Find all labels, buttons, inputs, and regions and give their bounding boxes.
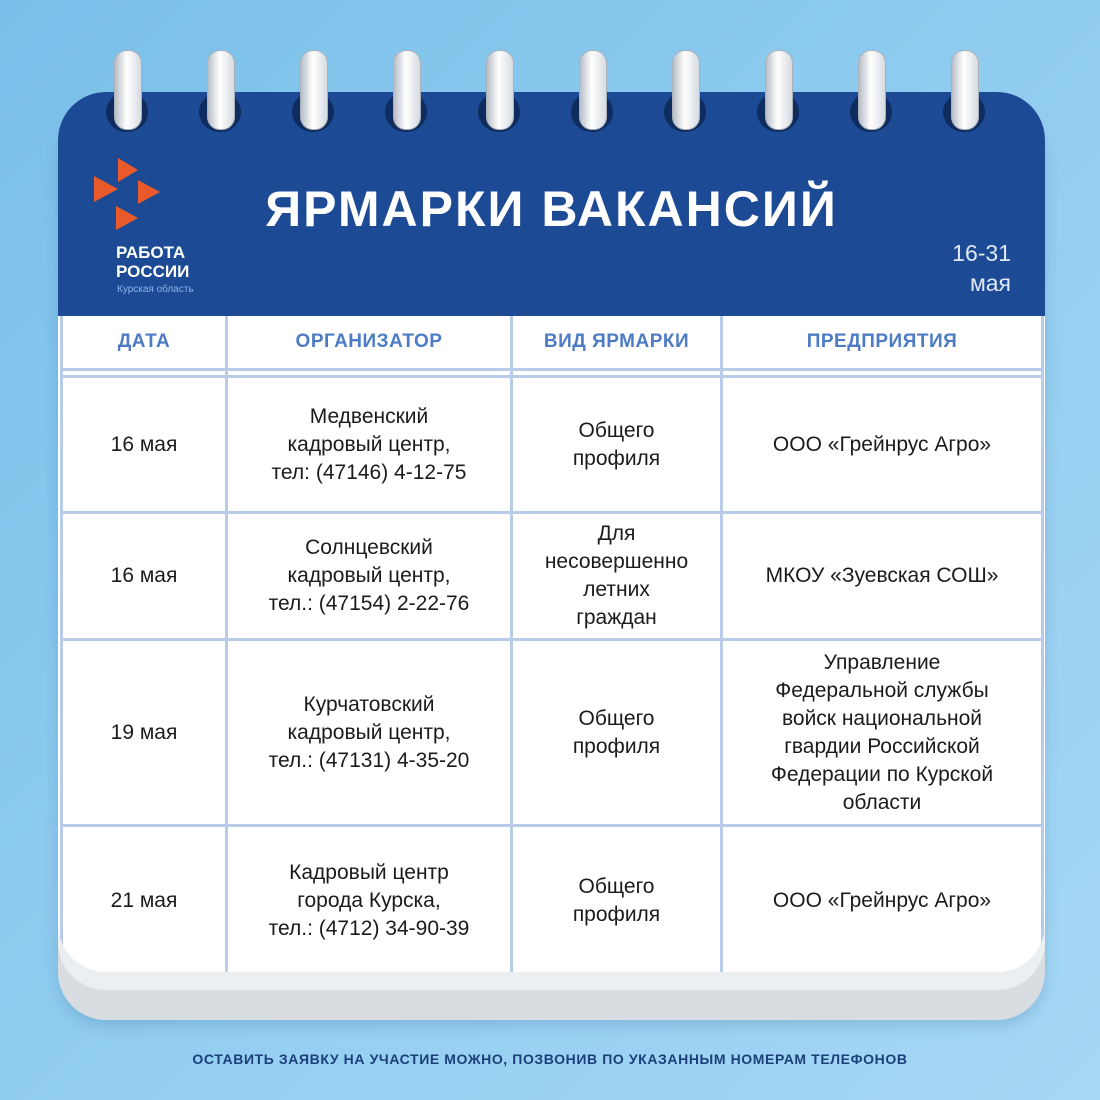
column-header-type: ВИД ЯРМАРКИ	[512, 316, 722, 370]
cell-companies-line: ООО «Грейнрус Агро»	[772, 889, 992, 912]
cell-type-line: профиля	[572, 734, 661, 758]
cell-organizer	[227, 826, 512, 973]
cell-organizer-line: тел: (47146) 4-12-75	[271, 460, 467, 484]
date-range-days: 16-31	[952, 240, 1011, 266]
cell-organizer-line: кадровый центр,	[287, 564, 451, 587]
cell-type	[512, 640, 722, 826]
cell-companies	[722, 640, 1043, 826]
cell-organizer-line: тел.: (4712) 34-90-39	[268, 917, 470, 940]
cell-type-line: летних	[583, 578, 650, 601]
cell-organizer-line: кадровый центр,	[287, 720, 451, 744]
cell-companies-line: МКОУ «Зуевская СОШ»	[765, 564, 999, 587]
cell-organizer-line: тел.: (47131) 4-35-20	[268, 748, 470, 772]
footer-note: ОСТАВИТЬ ЗАЯВКУ НА УЧАСТИЕ МОЖНО, ПОЗВОНИВ ПО УКАЗАННЫМ НОМЕРАМ ТЕЛЕФОНОВ	[192, 1051, 908, 1067]
cell-type	[512, 377, 722, 513]
table-spacer-row	[62, 370, 1043, 377]
column-header-companies: ПРЕДПРИЯТИЯ	[722, 316, 1043, 370]
cell-date-text: 16 мая	[110, 432, 178, 456]
cell-date	[62, 377, 227, 513]
cell-type-line: несовершенно	[544, 550, 689, 573]
table-row	[62, 513, 1043, 640]
cell-type-line: профиля	[572, 446, 661, 470]
calendar-card	[58, 92, 1045, 972]
cell-organizer-line: Солнцевский	[305, 536, 433, 559]
table-row	[62, 640, 1043, 826]
cell-organizer	[227, 513, 512, 640]
cell-companies-line: ООО «Грейнрус Агро»	[772, 432, 992, 456]
fairs-table	[60, 316, 1044, 972]
cell-type-line: Общего	[578, 875, 655, 898]
cell-companies-line: Управление	[823, 650, 941, 674]
cell-companies-line: области	[842, 790, 922, 814]
cell-date	[62, 513, 227, 640]
column-header-organizer: ОРГАНИЗАТОР	[227, 316, 512, 370]
logo-text-line2: РОССИИ	[116, 262, 190, 281]
cell-date-text: 19 мая	[110, 720, 178, 744]
logo-text-line1: РАБОТА	[116, 243, 186, 262]
cell-companies-line: Федерации по Курской	[770, 762, 994, 786]
logo-region: Курская область	[117, 284, 194, 295]
cell-date-text: 16 мая	[110, 564, 178, 587]
table-header-row	[62, 316, 1043, 370]
cell-type	[512, 513, 722, 640]
date-range	[952, 238, 1011, 298]
cell-date	[62, 826, 227, 973]
cell-type-line: граждан	[576, 606, 657, 629]
calendar-header	[58, 92, 1045, 316]
cell-companies-line: гвардии Российской	[784, 734, 980, 758]
cell-companies	[722, 377, 1043, 513]
cell-type-line: Общего	[578, 418, 655, 442]
table-row	[62, 826, 1043, 973]
cell-date	[62, 640, 227, 826]
cell-type-line: Общего	[578, 706, 655, 730]
page-title: ЯРМАРКИ ВАКАНСИЙ	[265, 181, 838, 237]
cell-organizer-line: Кадровый центр	[289, 861, 449, 884]
cell-organizer-line: кадровый центр,	[287, 432, 451, 456]
date-range-month: мая	[969, 270, 1011, 296]
cell-companies-line: Федеральной службы	[775, 678, 989, 702]
cell-organizer-line: города Курска,	[297, 889, 441, 912]
cell-date-text: 21 мая	[110, 889, 178, 912]
cell-type-line: профиля	[572, 903, 661, 926]
cell-companies-line: войск национальной	[781, 706, 983, 730]
cell-organizer-line: тел.: (47154) 2-22-76	[268, 592, 470, 615]
cell-companies	[722, 513, 1043, 640]
column-header-date: ДАТА	[62, 316, 227, 370]
cell-type	[512, 826, 722, 973]
cell-type-line: Для	[597, 522, 636, 545]
cell-organizer	[227, 640, 512, 826]
table-row	[62, 377, 1043, 513]
cell-organizer-line: Медвенский	[309, 404, 429, 428]
cell-organizer	[227, 377, 512, 513]
cell-companies	[722, 826, 1043, 973]
cell-organizer-line: Курчатовский	[303, 692, 435, 716]
